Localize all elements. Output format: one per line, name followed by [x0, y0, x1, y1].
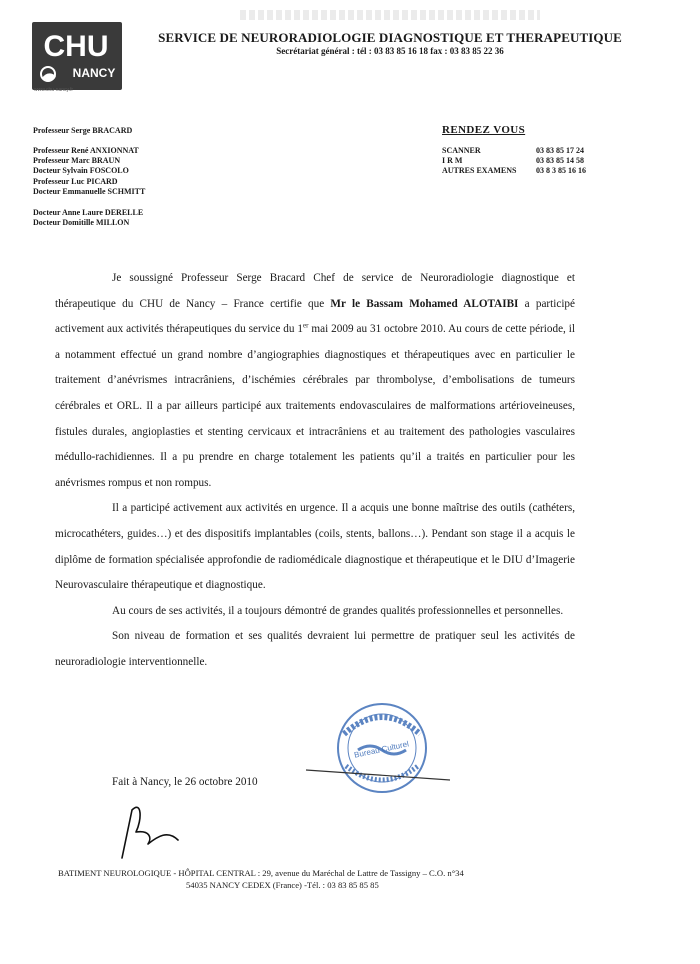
candidate-name: Mr le Bassam Mohamed ALOTAIBI — [330, 297, 519, 310]
staff-member: Professeur Marc BRAUN — [33, 156, 121, 166]
ordinal-suffix: er — [303, 321, 309, 330]
rendezvous-title: RENDEZ VOUS — [442, 124, 526, 136]
rendezvous-phone: 03 8 3 85 16 16 — [536, 166, 586, 176]
staff-member: Docteur Emmanuelle SCHMITT — [33, 186, 146, 196]
rendezvous-label: AUTRES EXAMENS — [442, 166, 517, 176]
staff-head-name: Professeur Serge BRACARD — [33, 126, 133, 135]
staff-member: Professeur Luc PICARD — [33, 176, 118, 186]
staff-member: Docteur Anne Laure DERELLE — [33, 208, 144, 217]
rendezvous-row — [442, 166, 586, 176]
rendezvous-table — [442, 146, 586, 177]
paragraph-certification — [55, 266, 575, 496]
handwritten-signature — [102, 800, 222, 862]
logo-url: www.chu-nancy.fr — [34, 87, 74, 93]
staff-member: Professeur René ANXIONNAT — [33, 146, 139, 155]
text-run: mai 2009 au 31 octobre 2010. Au cours de cette période, il a notamment effectué un grand nombre d’angiographies diagnostiques et thérapeutiques avec en particulier le traitement d’anévrismes intracrâniens, d’ischémies cérébrales par thrombolyse, d’embolisations de tumeurs cérébrales et ORL. Il a par ailleurs participé aux traitements endovasculaires de malformations artérioveineuses, fistules durales, angioplasties et stenting cervicaux et intracrâniens et au traitement des pathologies vasculaires médullo-rachidiennes. Il a pu prendre en charge totalement les patients qu’il a traités en particulier pour les anévrismes rompus et non rompus. — [55, 323, 575, 489]
staff-member: Docteur Sylvain FOSCOLO — [33, 166, 129, 176]
text-run: a participé activement aux activités thérapeutiques du service du 1 — [55, 297, 575, 336]
rendezvous-row — [442, 146, 586, 156]
official-stamp — [300, 690, 460, 810]
rendezvous-label: I R M — [442, 156, 463, 166]
stamp-text: Bureau Culturel — [353, 739, 410, 760]
service-title: SERVICE DE NEURORADIOLOGIE DIAGNOSTIQUE ET THERAPEUTIQUE — [158, 30, 622, 45]
footer-postal: 54035 NANCY CEDEX (France) -Tél. : 03 83 85 85 85 — [186, 880, 379, 890]
paragraph-qualities: Au cours de ses activités, il a toujours démontré de grandes qualités professionnelles et personnelles. — [112, 604, 564, 617]
footer-address: BATIMENT NEUROLOGIQUE - HÔPITAL CENTRAL : 29, avenue du Maréchal de Lattre de Tassigny – C.O. n°34 — [58, 868, 464, 878]
rendezvous-label: SCANNER — [442, 146, 481, 155]
faint-header-artifact — [240, 10, 540, 20]
staff-member: Docteur Domitille MILLON — [33, 218, 130, 228]
secretariat-contact: Secrétariat général : tél : 03 83 85 16 18 fax : 03 83 85 22 36 — [276, 46, 504, 56]
staff-others — [33, 208, 143, 228]
staff-head — [33, 126, 132, 136]
rendezvous-row — [442, 156, 586, 166]
letter-body — [55, 266, 575, 676]
staff-members — [33, 146, 145, 197]
logo-city: NANCY — [72, 66, 116, 80]
logo-name: CHU — [43, 30, 109, 63]
rendezvous-phone: 03 83 85 14 58 — [536, 156, 584, 166]
paragraph-emergency: Il a participé activement aux activités en urgence. Il a acquis une bonne maîtrise des outils (cathéters, microcathéters, guides…) et des dispositifs implantables (coils, stents, ballons…). Pendant son stage il a acquis le diplôme de formation spécialisée approfondie de radiomédicale diagnostique et thérapeutique et le DIU d’Imagerie Neurovasculaire thérapeutique et diagnostique. — [55, 502, 575, 592]
rendezvous-phone: 03 83 85 17 24 — [536, 146, 584, 155]
text-run: Je soussigné Professeur Serge Bracard Chef de service de Neuroradiologie diagnostique et thérapeutique du CHU de Nancy – France certifie que — [55, 272, 575, 310]
place-date: Fait à Nancy, le 26 octobre 2010 — [112, 776, 258, 788]
paragraph-recommendation: Son niveau de formation et ses qualités devraient lui permettre de pratiquer seul les activités de neuroradiologie interventionnelle. — [55, 630, 575, 668]
